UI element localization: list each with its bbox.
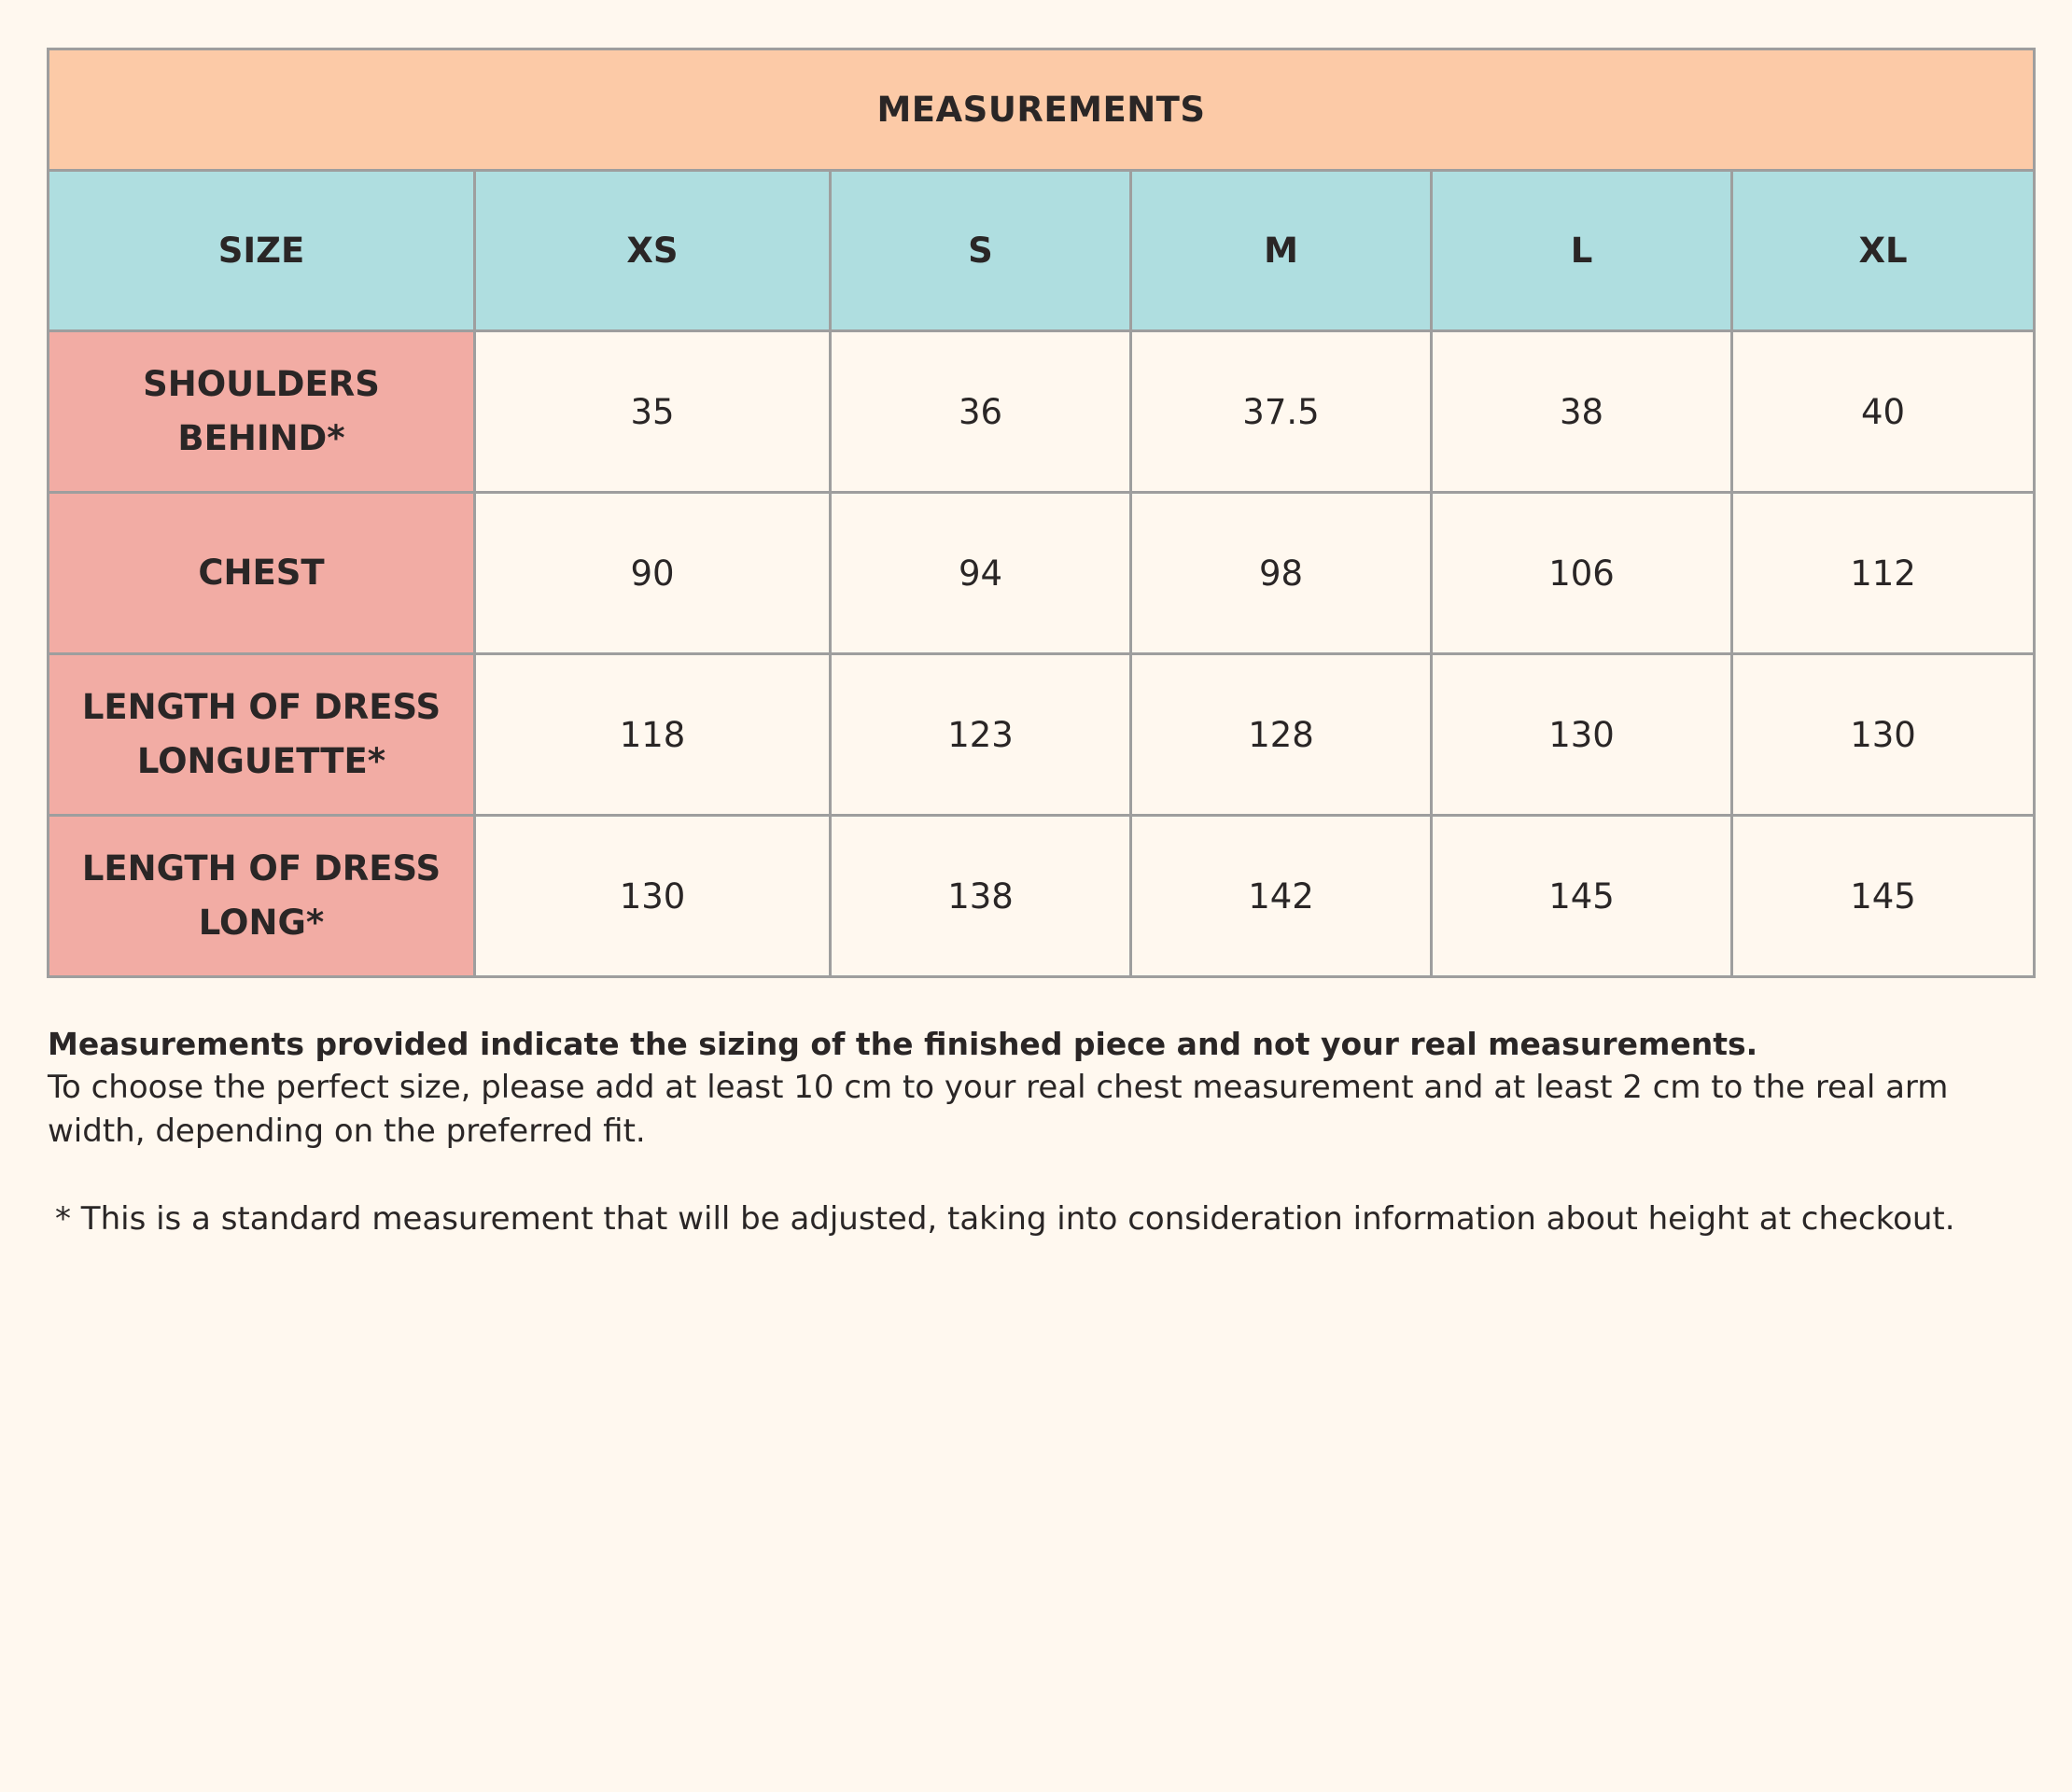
table-cell: 123 — [831, 654, 1131, 816]
table-cell: 145 — [1732, 816, 2035, 977]
size-header-m: M — [1131, 171, 1432, 331]
table-cell: 98 — [1131, 493, 1432, 654]
table-cell: 36 — [831, 331, 1131, 493]
table-row — [49, 816, 2035, 977]
row-label-shoulders: SHOULDERS BEHIND* — [49, 331, 475, 493]
sizing-notes — [48, 1022, 2045, 1241]
size-header-xl: XL — [1732, 171, 2035, 331]
table-cell: 106 — [1432, 493, 1732, 654]
size-header-s: S — [831, 171, 1131, 331]
table-title: MEASUREMENTS — [49, 49, 2035, 171]
measurements-table — [47, 48, 2036, 978]
height-footnote: * This is a standard measurement that will be adjusted, taking into consideration information about height at checkout. — [55, 1200, 1955, 1238]
row-label-length-long: LENGTH OF DRESS LONG* — [49, 816, 475, 977]
table-cell: 94 — [831, 493, 1131, 654]
table-cell: 112 — [1732, 493, 2035, 654]
table-cell: 145 — [1432, 816, 1732, 977]
size-label-header: SIZE — [49, 171, 475, 331]
table-cell: 130 — [475, 816, 831, 977]
table-cell: 142 — [1131, 816, 1432, 977]
table-cell: 37.5 — [1131, 331, 1432, 493]
table-cell: 40 — [1732, 331, 2035, 493]
table-row — [49, 331, 2035, 493]
table-cell: 118 — [475, 654, 831, 816]
table-cell: 35 — [475, 331, 831, 493]
row-label-length-longuette: LENGTH OF DRESS LONGUETTE* — [49, 654, 475, 816]
table-cell: 130 — [1732, 654, 2035, 816]
table-cell: 38 — [1432, 331, 1732, 493]
table-row — [49, 654, 2035, 816]
sizing-disclaimer: Measurements provided indicate the sizing of the finished piece and not your real measurements. — [48, 1026, 1758, 1062]
row-label-chest: CHEST — [49, 493, 475, 654]
table-row — [49, 493, 2035, 654]
table-cell: 90 — [475, 493, 831, 654]
size-header-l: L — [1432, 171, 1732, 331]
sizing-instruction: To choose the perfect size, please add at least 10 cm to your real chest measurement and at least 2 cm to the real arm width, depending on the preferred fit. — [48, 1069, 1949, 1150]
table-cell: 130 — [1432, 654, 1732, 816]
table-cell: 138 — [831, 816, 1131, 977]
table-cell: 128 — [1131, 654, 1432, 816]
size-header-xs: XS — [475, 171, 831, 331]
size-header-row — [49, 171, 2035, 331]
